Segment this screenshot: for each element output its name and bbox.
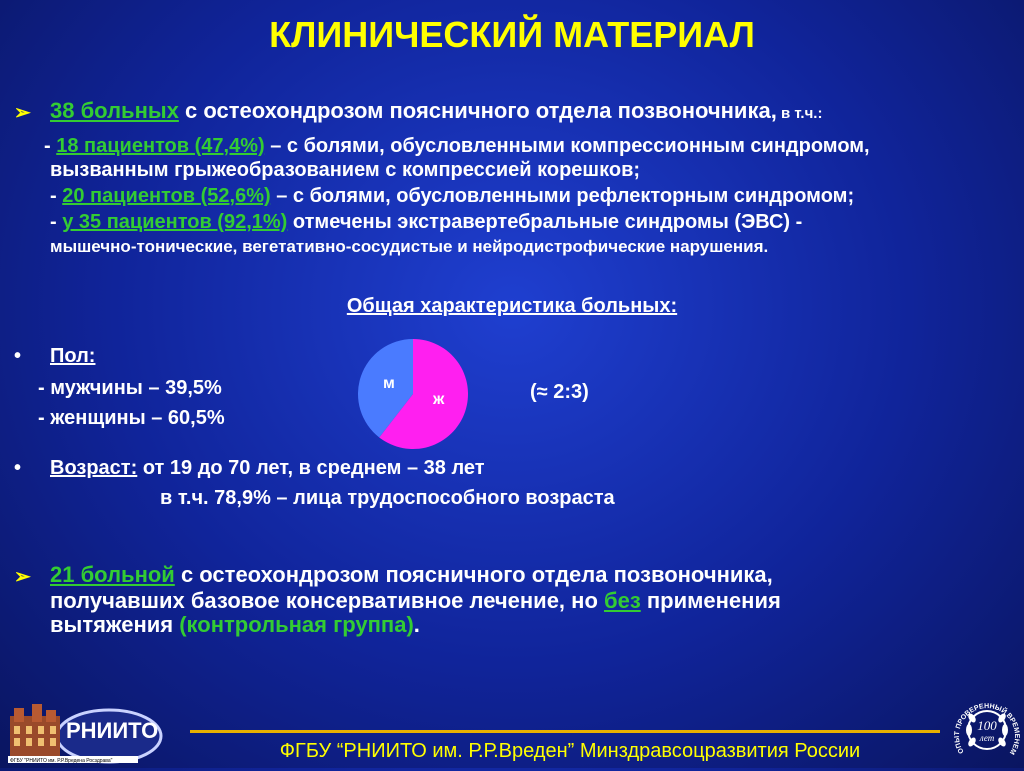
sub-1-highlight: 18 пациентов (47,4%) <box>56 135 265 157</box>
logo-small-text: ФГБУ "РНИИТО им. Р.Р.Вредена Росздрава" <box>10 758 113 764</box>
pie-label-female: ж <box>433 391 445 408</box>
age-line <box>50 456 485 480</box>
seal-number: 100 <box>977 718 997 733</box>
sub-item-3-line2: мышечно-тонические, вегетативно-сосудистые и нейродистрофические нарушения. <box>50 237 769 256</box>
dash: - <box>50 211 63 233</box>
footer-divider <box>190 730 940 733</box>
pie-label-male: м <box>383 375 395 392</box>
seal-word: лет <box>979 733 995 743</box>
item-2-line2 <box>50 588 781 614</box>
footer-text: ФГБУ “РНИИТО им. Р.Р.Вреден” Минздравсоцразвития России <box>279 740 861 762</box>
dash: - <box>44 135 57 157</box>
item-2-line3-text: вытяжения <box>50 612 180 637</box>
item-1-highlight: 38 больных <box>50 98 179 123</box>
item-2-highlight: 21 больной <box>50 562 175 587</box>
sub-1-text: – с болями, обусловленными компрессионным синдромом, <box>264 135 870 157</box>
item-2-control: (контрольная группа) <box>179 612 414 637</box>
item-1-text: с остеохондрозом поясничного отдела позвоночника, <box>178 98 777 123</box>
sub-2-text: – с болями, обусловленными рефлекторным синдромом; <box>270 185 855 207</box>
anniversary-seal <box>952 692 1022 766</box>
logo-text: РНИИТО <box>66 718 159 743</box>
sub-2-highlight: 20 пациентов (52,6%) <box>62 185 271 207</box>
page-title: КЛИНИЧЕСКИЙ МАТЕРИАЛ <box>269 14 755 55</box>
age-line2: в т.ч. 78,9% – лица трудоспособного возраста <box>160 487 615 509</box>
item-2-line2-text: получавших базовое консервативное лечение, но <box>50 588 604 613</box>
item-1 <box>50 98 822 127</box>
section-heading: Общая характеристика больных: <box>346 295 678 317</box>
sub-3-highlight: у 35 пациентов (92,1%) <box>62 211 288 233</box>
item-2-text: с остеохондрозом поясничного отдела позвоночника, <box>174 562 773 587</box>
sub-item-3 <box>50 210 802 234</box>
item-2-line3 <box>50 612 420 638</box>
arrow-bullet-icon: ➢ <box>14 102 31 124</box>
bullet-dot: • <box>14 457 22 479</box>
bullet-dot: • <box>14 345 22 367</box>
item-1-small: в т.ч.: <box>776 105 823 122</box>
age-label: Возраст: <box>50 457 138 479</box>
sub-3-text: отмечены экстравертебральные синдромы (ЭВС) - <box>287 211 803 233</box>
item-2-without: без <box>604 588 641 613</box>
rniito-logo <box>4 700 164 764</box>
sex-male: - мужчины – 39,5% <box>38 377 222 399</box>
sub-item-1 <box>44 134 870 158</box>
sex-pie-chart <box>355 336 471 452</box>
item-2-line2-end: применения <box>640 588 781 613</box>
dash: - <box>50 185 63 207</box>
sex-ratio: (≈ 2:3) <box>530 381 589 403</box>
sub-item-2 <box>50 184 854 208</box>
arrow-bullet-icon: ➢ <box>14 566 31 588</box>
sex-female: - женщины – 60,5% <box>38 407 225 429</box>
seal-arc-path: ОПЫТ ПРОВЕРЕННЫЙ ВРЕМЕНЕМ <box>953 702 1021 756</box>
sex-label: Пол: <box>50 345 96 367</box>
sub-item-1-line2: вызванным грыжеобразованием с компрессией корешков; <box>50 159 641 181</box>
item-2 <box>50 562 773 588</box>
age-text: от 19 до 70 лет, в среднем – 38 лет <box>137 457 485 479</box>
item-2-dot: . <box>413 612 420 637</box>
